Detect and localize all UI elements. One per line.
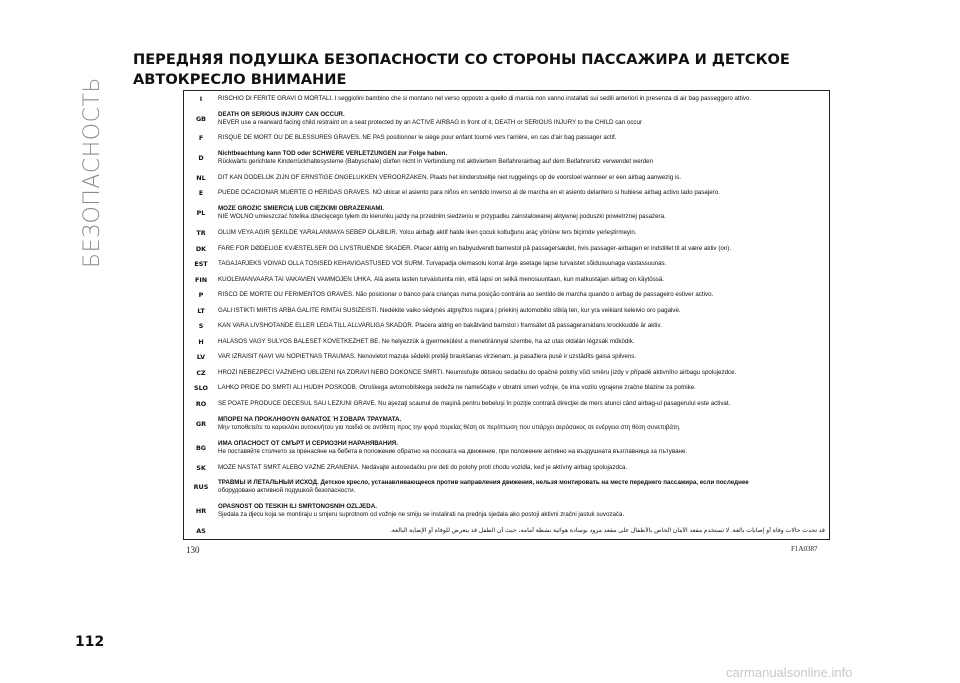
warning-line: TAGAJÄRJEKS VÕIVAD OLLA TÕSISED KEHAVIGASTUSED VÕI SURM. Turvapadja olemasolu korral ärge asetage lapse turvaistet sõidusuunaga vastassuunas. xyxy=(218,260,667,268)
warning-line: HROZÍ NEBEZPEČÍ VÁŽNÉHO UBLÍŽENÍ NA ZDRAVÍ NEBO DOKONCE SMRTI. Neumisťujte dětskou sedačku do opačné polohy vůči směru jízdy v případě aktivního airbagu spolujezdce. xyxy=(218,368,737,376)
language-code: PL xyxy=(196,209,206,218)
warning-line: DIT KAN DODELIJK ZIJN OF ERNSTIGE ONGELUKKEN VEROORZAKEN. Plaats het kinderstoeltje niet ruggelings op de voorstoel wanneer er een airbag aanwezig is. xyxy=(218,173,682,181)
language-code: SLO xyxy=(194,384,208,393)
language-code: AS xyxy=(196,527,206,536)
warning-row-e xyxy=(184,186,829,202)
warning-text xyxy=(218,440,829,456)
warning-line: FARE FOR DØDELIGE KVÆSTELSER OG LIVSTRUENDE SKADER. Placer aldrig en babyudvendt barnestol på passagersædet, hvis passager-airbagen er indstillet til at være aktiv (on). xyxy=(218,244,732,252)
language-code: S xyxy=(198,322,204,331)
warning-text xyxy=(218,307,829,315)
warning-line: RISQUE DE MORT OU DE BLESSURES GRAVES. NE PAS positionner le siège pour enfant tourné vers l'arrière, en cas d'air bag passager actif. xyxy=(218,134,617,142)
warning-text xyxy=(218,205,829,221)
warning-row-as xyxy=(184,523,829,539)
warning-row-gb xyxy=(184,107,829,131)
warning-text xyxy=(218,260,829,268)
warning-line: Не поставяйте столчето за пренасяне на бебета в положение обратно на посоката на движение, при положение активно на въздушната възглавница за пътуване. xyxy=(218,447,688,455)
warning-row-ro xyxy=(184,396,829,412)
language-code: LT xyxy=(197,306,205,315)
warning-line: OPASNOST OD TEŠKIH ILI SMRTONOSNIH OZLJEDA. xyxy=(218,503,377,511)
side-section-title: БЕЗОПАСНОСТЬ xyxy=(79,76,105,269)
warning-line: ИМА ОПАСНОСТ ОТ СМЪРТ И СЕРИОЗНИ НАРАНЯВАНИЯ. xyxy=(218,439,398,447)
warning-text xyxy=(218,95,829,103)
warning-line: Rückwärts gerichtete Kinderrückhaltesysteme (Babyschale) dürfen nicht in Verbindung mit aktiviertem Beifahrerairbag auf dem Beifahrersitz verwendet werden xyxy=(218,158,654,166)
warning-line: Nichtbeachtung kann TOD oder SCHWERE VERLETZUNGEN zur Folge haben. xyxy=(218,150,448,158)
warning-line: NIE WOLNO umieszczać fotelika dziecięcego tyłem do kierunku jazdy na przednim siedzeniu w przypadku zainstalowanej aktywnej poduszki powietrznej pasażera. xyxy=(218,213,666,221)
language-code: RO xyxy=(195,399,207,408)
language-code: DK xyxy=(195,244,207,253)
warning-text xyxy=(218,189,829,197)
warning-text xyxy=(218,338,829,346)
warning-row-p xyxy=(184,287,829,303)
language-code: E xyxy=(198,189,204,198)
warning-text xyxy=(218,527,829,535)
page-title: ПЕРЕДНЯЯ ПОДУШКА БЕЗОПАСНОСТИ СО СТОРОНЫ ПАССАЖИРА И ДЕТСКОЕ АВТОКРЕСЛО ВНИМАНИЕ xyxy=(133,51,790,88)
warning-text xyxy=(218,111,829,127)
warning-line: NEVER use a rearward facing child restraint on a seat protected by an ACTIVE AIRBAG in front of it, DEATH or SERIOUS INJURY to the CHILD can occur xyxy=(218,118,643,126)
language-code: SK xyxy=(196,463,206,472)
warning-text xyxy=(218,174,829,182)
airbag-warning-label xyxy=(183,90,830,540)
language-code: TR xyxy=(196,229,206,238)
warning-line: ΜΠΟΡΕΙ ΝΑ ΠΡΟΚΛΗΘΟΥΝ ΘΑΝΑΤΟΣ Ή ΣΟΒΑΡΑ ΤΡΑΥΜΑΤΑ. xyxy=(218,415,402,423)
warning-line: оборудовано активной подушкой безопасности. xyxy=(218,487,356,495)
warning-line: LAHKO PRIDE DO SMRTI ALI HUDIH POŠKODB. Otroškega avtomobilskega sedeža ne nameščajte v obratni smeri vožnje, če ima vozilo vgrajene zračne blazine za potnike. xyxy=(218,384,696,392)
warning-row-nl xyxy=(184,170,829,186)
language-code: FIN xyxy=(194,275,208,284)
warning-row-gr xyxy=(184,412,829,436)
warning-line: SE POATE PRODUCE DECESUL SAU LEZIUNI GRAVE. Nu aşezaţi scaunul de maşină pentru bebeluşi în poziţie contrară direcţiei de mers atunci când airbag-ul pasagerului este activat. xyxy=(218,399,731,407)
warning-line: Sjedala za djecu koja se montiraju u smjeru suprotnom od vožnje ne smiju se instalirati na prednja sjedala ako postoji aktivni zračni jastuk suvozača. xyxy=(218,511,625,519)
warning-row-dk xyxy=(184,241,829,257)
warning-line: RISCO DE MORTE OU FERIMENTOS GRAVES. Não posicionar o banco para crianças numa posição contrária ao sentido de marcha quando o airbag de passageiro estiver activo. xyxy=(218,291,714,299)
warning-line: ТРАВМЫ И ЛЕТАЛЬНЫЙ ИСХОД. Детское кресло, устанавливающееся против направления движения, нельзя монтировать на месте переднего пассажира, если последнее xyxy=(218,479,749,487)
warning-row-lt xyxy=(184,303,829,319)
warning-line: ÖLÜM VEYA AĞIR ŞEKİLDE YARALANMAYA SEBEP OLABİLİR. Yolcu airbağı aktif halde iken çocuk koltuğunu araç yönüne ters biçimde yerleştirmeyin. xyxy=(218,229,637,237)
warning-text xyxy=(218,245,829,253)
warning-row-hr xyxy=(184,499,829,523)
language-code: LV xyxy=(196,353,206,362)
warning-line: RISCHIO DI FERITE GRAVI O MORTALI. I seggiolini bambino che si montano nel verso opposto a quello di marcia non vanno installati sui sedili anteriori in presenza di air bag passeggero attivo. xyxy=(218,94,752,102)
figure-number: 130 xyxy=(186,545,200,555)
warning-text xyxy=(218,150,829,166)
warning-text xyxy=(218,353,829,361)
warning-row-tr xyxy=(184,225,829,241)
warning-line: GALI IŠTIKTI MIRTIS ARBA GALITE RIMTAI SUSIŽEISTI. Nedėkite vaiko sėdynės atgręžtos nugara į priekinį automobilio stiklą ten, kur yra veikiant keleivio oro pagalvė. xyxy=(218,306,681,314)
warning-text xyxy=(218,416,829,432)
warning-line: PUEDE OCACIONAR MUERTE O HERIDAS GRAVES. NO ubicar el asiento para niños en sentido inverso al de marcha en el asiento delantero si hubiese airbag activo lado pasajero. xyxy=(218,189,720,197)
language-code: H xyxy=(198,337,204,346)
language-code: F xyxy=(198,134,204,143)
warning-row-lv xyxy=(184,350,829,366)
warning-text xyxy=(218,384,829,392)
warning-row-bg xyxy=(184,436,829,460)
watermark: carmanualsonline.info xyxy=(726,665,853,680)
warning-line: قد تحدث حالات وفاة أو إصابات بالغة. لا تستخدم مقعد الأمان الخاص بالأطفال على مقعد مزود بوسادة هوائية نشطة أمامه، حيث أن الطفل قد يتعرض للوفاة أو الإصابة البالغة. xyxy=(390,527,825,535)
warning-text xyxy=(218,400,829,408)
warning-row-fin xyxy=(184,272,829,288)
warning-line: MOŻE GROZIĆ ŚMIERCIĄ LUB CIĘŻKIMI OBRAŻENIAMI. xyxy=(218,205,385,213)
warning-text xyxy=(218,369,829,377)
language-code: D xyxy=(198,154,204,163)
warning-row-est xyxy=(184,256,829,272)
warning-row-i xyxy=(184,91,829,107)
warning-text xyxy=(218,291,829,299)
warning-line: Μην τοποθετείτε το καρεκλάκι αυτοκινήτου για παιδιά σε αντίθετη προς την φορά πορείας θέση σε περίπτωση που υπάρχει αερόσακος σε ενέργεια στη θέση συνεπιβάτη. xyxy=(218,423,681,431)
warning-line: KAN VARA LIVSHOTANDE ELLER LEDA TILL ALLVARLIGA SKADOR. Placera aldrig en bakåtvänd barnstol i framsätet då passagerarsidans krockkudde är aktiv. xyxy=(218,322,662,330)
warning-text xyxy=(218,229,829,237)
warning-row-slo xyxy=(184,381,829,397)
warning-row-sk xyxy=(184,460,829,476)
warning-line: KUOLEMANVAARA TAI VAKAVIEN VAMMOJEN UHKA. Älä aseta lasten turvaistuinta niin, että lapsi on selkä menosuuntaan, kun matkustajan airbag on käytössä. xyxy=(218,275,665,283)
language-code: BG xyxy=(195,443,207,452)
warning-row-rus xyxy=(184,475,829,499)
language-code: GR xyxy=(195,419,207,428)
page-number: 112 xyxy=(75,634,105,650)
warning-row-s xyxy=(184,319,829,335)
language-code: RUS xyxy=(193,483,209,492)
warning-text xyxy=(218,464,829,472)
language-code: CZ xyxy=(196,368,206,377)
warning-row-h xyxy=(184,334,829,350)
language-code: EST xyxy=(194,260,208,269)
warning-line: VAR IZRAISĪT NĀVI VAI NOPIETNAS TRAUMAS. Nenovietot mazuļa sēdekli pretēji braukšanas virzienam, ja pasažiera pusē ir uzstādīts gaisa spilvens. xyxy=(218,353,637,361)
language-code: P xyxy=(198,291,204,300)
warning-line: HALÁSOS VAGY SÚLYOS BALESET KÖVETKEZHET BE. Ne helyezzük a gyermekülést a menetiránnyal szembe, ha az utas oldalán légzsák működik. xyxy=(218,337,635,345)
language-code: GB xyxy=(195,114,207,123)
warning-row-pl xyxy=(184,201,829,225)
warning-row-f xyxy=(184,131,829,147)
warning-row-cz xyxy=(184,365,829,381)
warning-text xyxy=(218,479,829,495)
language-code: HR xyxy=(195,507,207,516)
language-code: NL xyxy=(196,173,206,182)
warning-text xyxy=(218,134,829,142)
warning-line: MÔŽE NASTAŤ SMRŤ ALEBO VÁŽNE ZRANENIA. Nedávajte autosedačku pre deti do polohy proti chodu vozidla, keď je aktívny airbag spolujazdca. xyxy=(218,463,628,471)
warning-row-d xyxy=(184,146,829,170)
figure-code: F1A0387 xyxy=(791,545,818,553)
language-code: I xyxy=(199,94,203,103)
warning-text xyxy=(218,322,829,330)
warning-text xyxy=(218,503,829,519)
warning-text xyxy=(218,276,829,284)
warning-line: DEATH OR SERIOUS INJURY CAN OCCUR. xyxy=(218,110,345,118)
